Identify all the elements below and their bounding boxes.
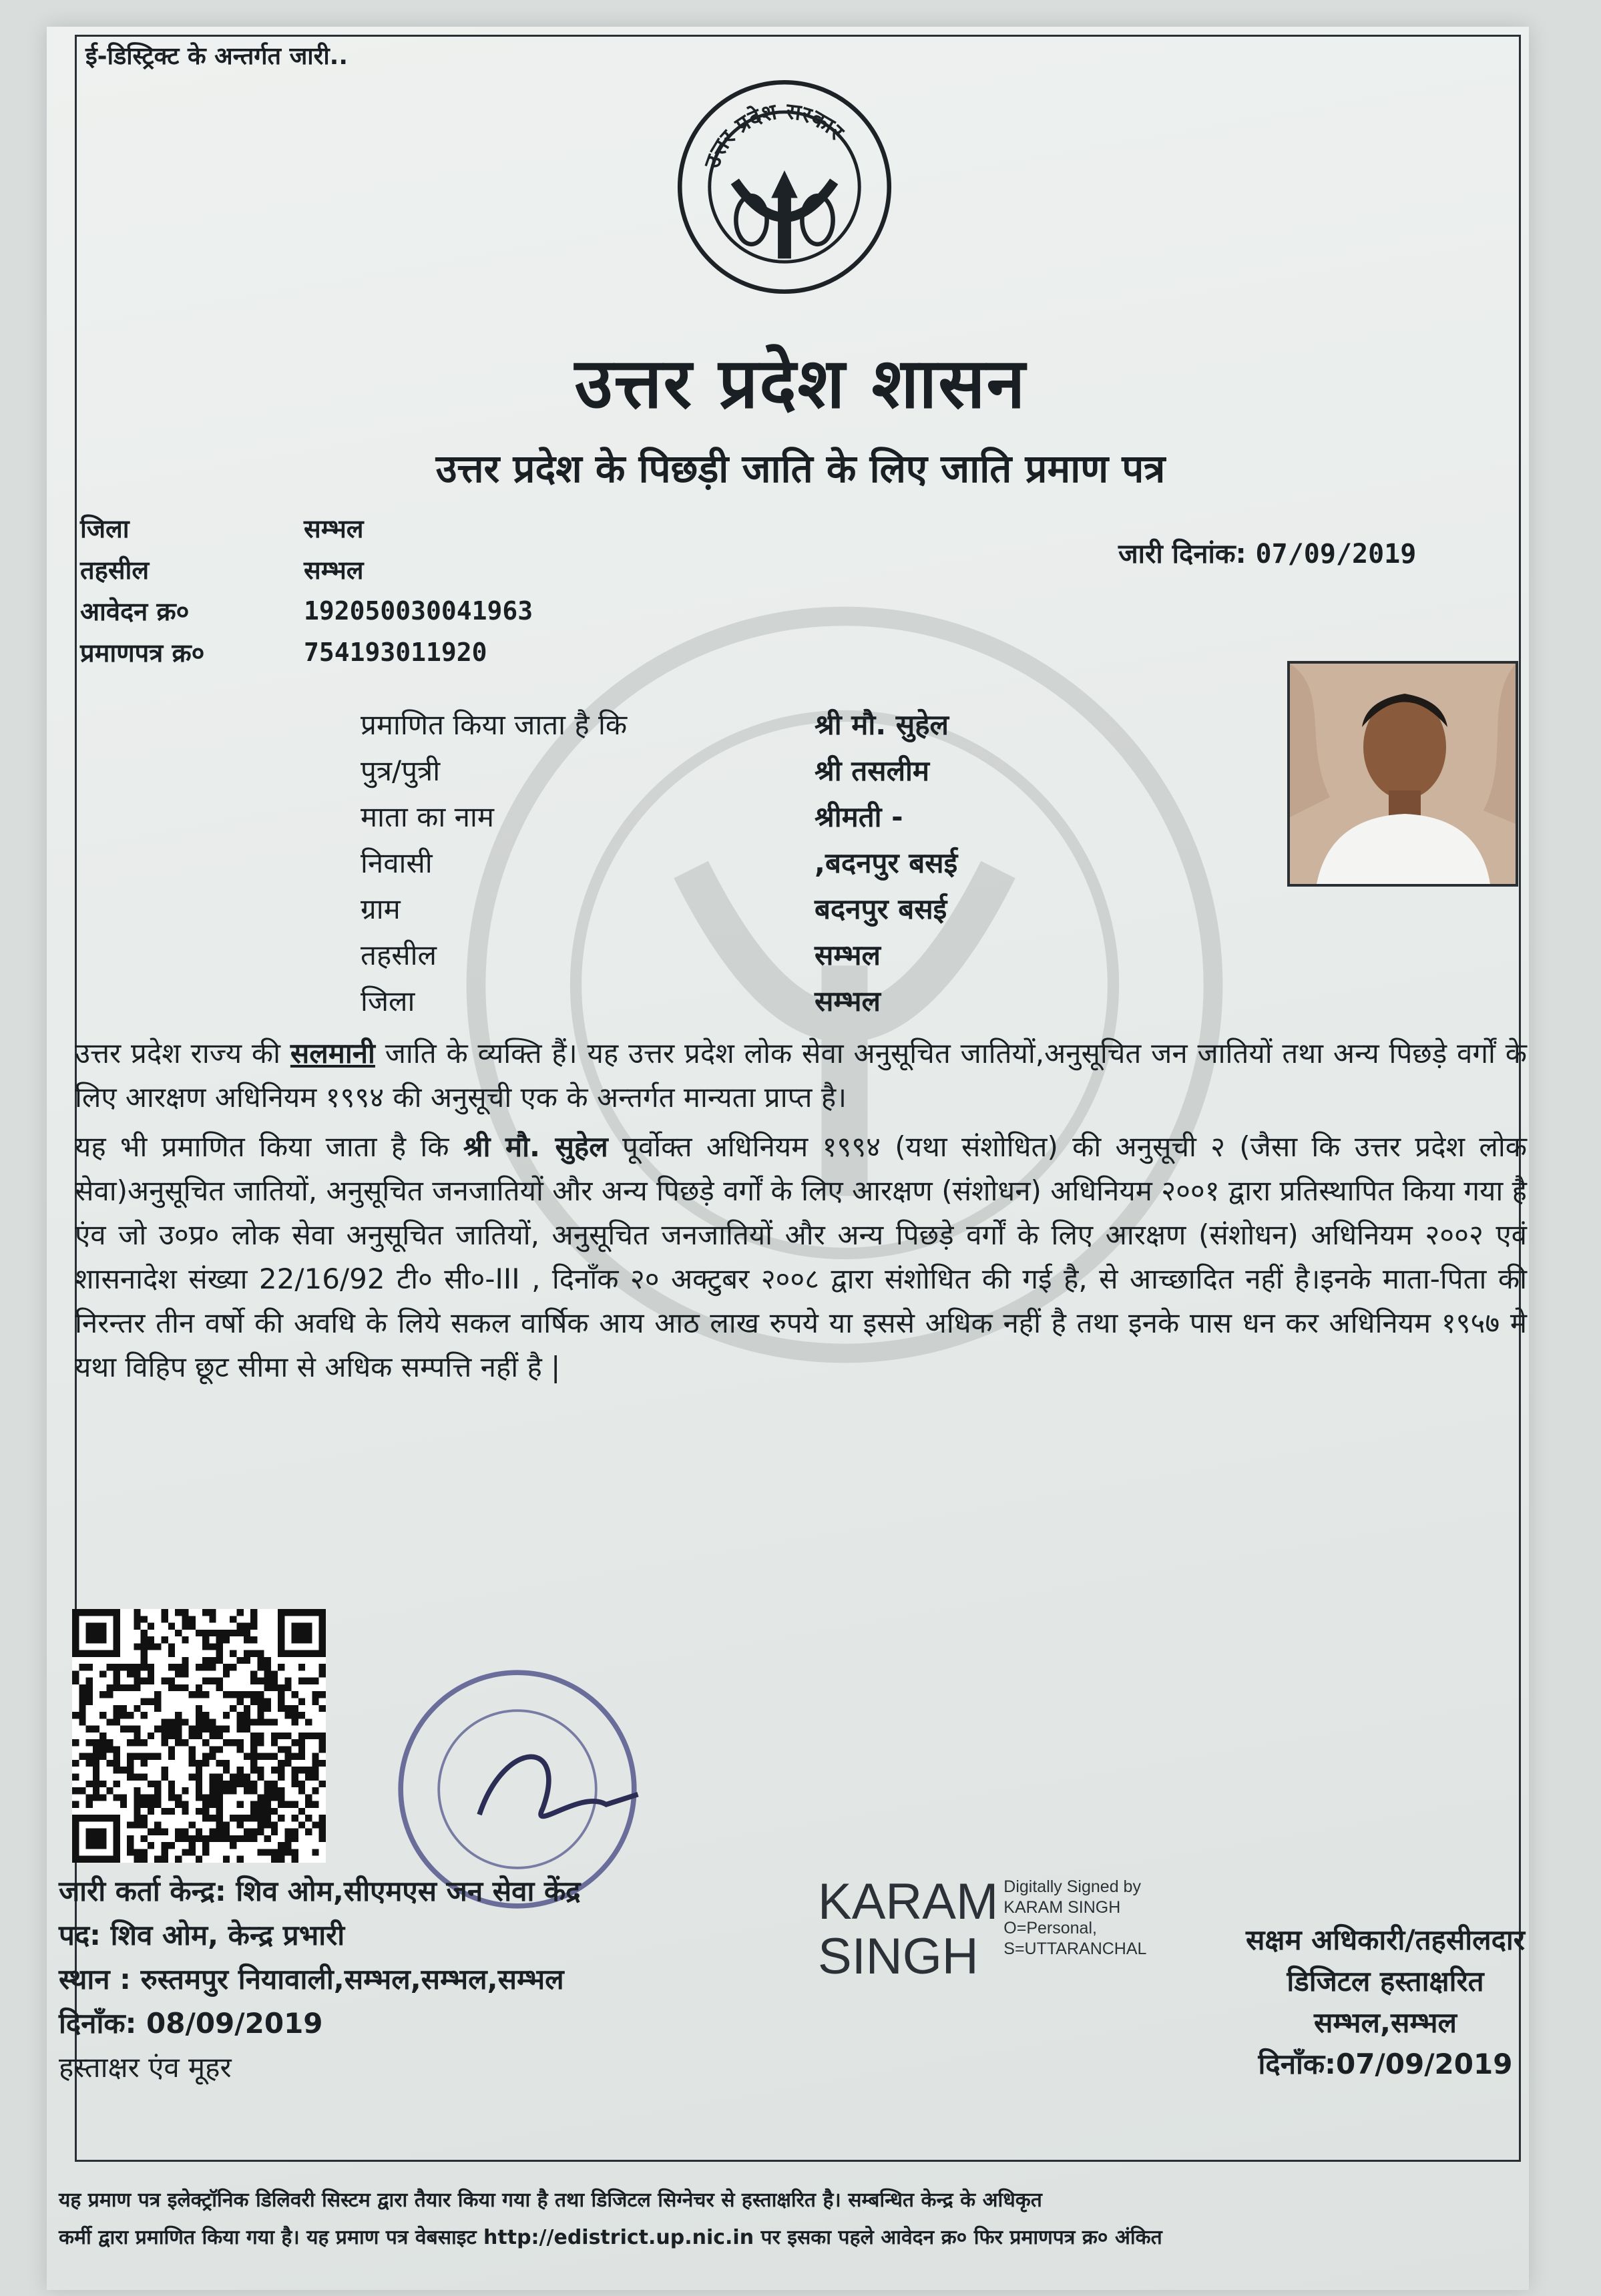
meta-row [80,590,533,632]
issue-date-label: जारी दिनांक: [1118,539,1246,569]
detail-row [361,885,957,931]
body-paragraph-2 [75,1125,1527,1389]
meta-row [80,632,533,673]
detail-label: निवासी [361,847,433,879]
signature-details [1003,1877,1146,1960]
detail-row [361,701,957,747]
meta-value: सम्भल [304,514,364,543]
detail-value: श्री तसलीम [815,754,930,787]
detail-value: सम्भल [815,985,881,1017]
signature-detail-line: O=Personal, [1003,1919,1097,1937]
detail-value: बदनपुर बसई [815,893,947,925]
signer-name [818,1875,998,1984]
detail-label: माता का नाम [361,800,494,833]
detail-value: ,बदनपुर बसई [815,847,958,879]
officer-designation: सक्षम अधिकारी/तहसीलदार [1246,1923,1525,1956]
footer-line [59,2219,1581,2257]
para2-text: यह भी प्रमाणित किया जाता है कि [75,1130,463,1163]
qr-code[interactable] [72,1609,326,1863]
issue-date [1118,534,1416,571]
signature-detail-line: KARAM SINGH [1003,1898,1121,1917]
para2-text: पूर्वोक्त अधिनियम १९९४ (यथा संशोधित) की अनुसूची २ (जैसा कि उत्तर प्रदेश लोक सेवा)अनुसूचित जातियों, अनुसूचित जनजातियों और अन्य पिछड़े वर्गों के लिए आरक्षण (संशोधन) अधिनियम २००१ द्वारा प्रतिस्थापित किया गया है एंव जो उ०प्र० लोक सेवा अनुसूचित जातियों, अनुसूचित जनजातियों और अन्य पिछड़े वर्गों के लिए आरक्षण (संशोधन) अधिनियम २००२ एवं शासनादेश संख्या 22/16/92 टी० सी०-III , दिनाँक २० अक्टुबर २००८ द्वारा संशोधित की गई है, से आच्छादित नहीं है।इनके माता-पिता की निरन्तर तीन वर्षो की अवधि के लिये सकल वार्षिक आय आठ लाख रुपये या इससे अधिक नहीं है तथा इनके पास धन कर अधिनियम १९५७ मे यथा विहिप छूट सीमा से अधिक सम्पत्ति नहीं है | [75,1130,1527,1383]
issue-date-value: 07/09/2019 [1255,539,1417,569]
seal-text: उत्तर प्रदेश सरकार [698,97,849,172]
meta-row [80,549,533,590]
meta-label: जिला [80,514,130,543]
certificate-subtitle: उत्तर प्रदेश के पिछड़ी जाति के लिए जाति प्रमाण पत्र [435,446,1166,491]
para1-text: उत्तर प्रदेश राज्य की [75,1037,290,1070]
footer-text: कर्मी द्वारा प्रमाणित किया गया है। यह प्रमाण पत्र वेबसाइट [59,2226,484,2249]
meta-row [80,507,533,549]
signer-name-line: KARAM [818,1873,999,1930]
detail-row [361,931,957,977]
detail-label: ग्राम [361,893,401,925]
signature-scribble [479,1757,638,1816]
website-link[interactable]: http://edistrict.up.nic.in [483,2226,754,2249]
issuer-place: स्थान : रुस्तमपुर नियावाली,सम्भल,सम्भल,सम्भल [59,1963,564,1996]
body-paragraph-1 [75,1031,1527,1120]
meta-label: आवेदन क्र० [80,597,190,626]
detail-value: श्री मौ. सुहेल [815,708,949,741]
meta-label: तहसील [80,555,150,585]
footer-line: यह प्रमाण पत्र इलेक्ट्रॉनिक डिलिवरी सिस्टम द्वारा तैयार किया गया है तथा डिजिटल सिग्नेचर से हस्ताक्षरित है। सम्बन्धित केन्द्र के अधिकृत [59,2189,1042,2212]
meta-label: प्रमाणपत्र क्र० [80,638,205,668]
detail-value: सम्भल [815,939,881,971]
up-emblem-icon [674,77,895,297]
detail-row [361,747,957,793]
detail-label: तहसील [361,939,437,971]
signature-detail-line: Digitally Signed by [1003,1877,1141,1896]
officer-block [1185,1919,1586,2085]
detail-value: श्रीमती - [815,800,903,833]
digital-signature [818,1875,1146,1984]
signer-name-line: SINGH [818,1928,979,1985]
issuer-sign: हस्ताक्षर एंव मूहर [59,2051,232,2084]
detail-label: प्रमाणित किया जाता है कि [361,708,628,741]
person-details [361,701,957,1023]
certificate-title: उत्तर प्रदेश शासन [574,342,1027,424]
person-name: श्री मौ. सुहेल [463,1130,608,1163]
caste-name: सलमानी [290,1037,375,1070]
detail-label: पुत्र/पुत्री [361,754,441,787]
certificate-body [75,1031,1527,1395]
footer-text: पर इसका पहले आवेदन क्र० फिर प्रमाणपत्र क्र० अंकित [754,2226,1162,2249]
application-number: 192050030041963 [304,596,533,626]
detail-row [361,793,957,839]
detail-label: जिला [361,985,415,1017]
officer-date: दिनाँक:07/09/2019 [1258,2048,1513,2080]
meta-value: सम्भल [304,555,364,585]
certificate-number: 754193011920 [304,638,487,667]
applicant-photo [1287,661,1518,887]
officer-location: सम्भल,सम्भल [1314,2006,1457,2039]
officer-digital-signed: डिजिटल हस्ताक्षरित [1287,1965,1484,1998]
issuer-center: जारी कर्ता केन्द्र: शिव ओम,सीएमएस जन सेवा केंद्र [59,1875,581,1907]
application-meta [80,507,533,673]
issuer-date: दिनाँक: 08/09/2019 [59,2007,323,2040]
svg-text:उत्तर प्रदेश सरकार [698,97,850,172]
footer-note [59,2182,1581,2257]
detail-row [361,839,957,885]
edistrict-note: ई-डिस्ट्रिक्ट के अन्तर्गत जारी.. [85,43,349,70]
issuer-post: पद: शिव ओम, केन्द्र प्रभारी [59,1919,345,1951]
para1-text: जाति के व्यक्ति हैं। यह उत्तर प्रदेश लोक सेवा अनुसूचित जातियों,अनुसूचित जन जातियों तथा अन्य पिछड़े वर्गों के लिए आरक्षण अधिनियम १९९४ की अनुसूची एक के अन्तर्गत मान्यता प्राप्त है। [75,1037,1528,1114]
signature-detail-line: S=UTTARANCHAL [1003,1939,1147,1958]
issuer-block [59,1869,581,2090]
detail-row [361,977,957,1023]
